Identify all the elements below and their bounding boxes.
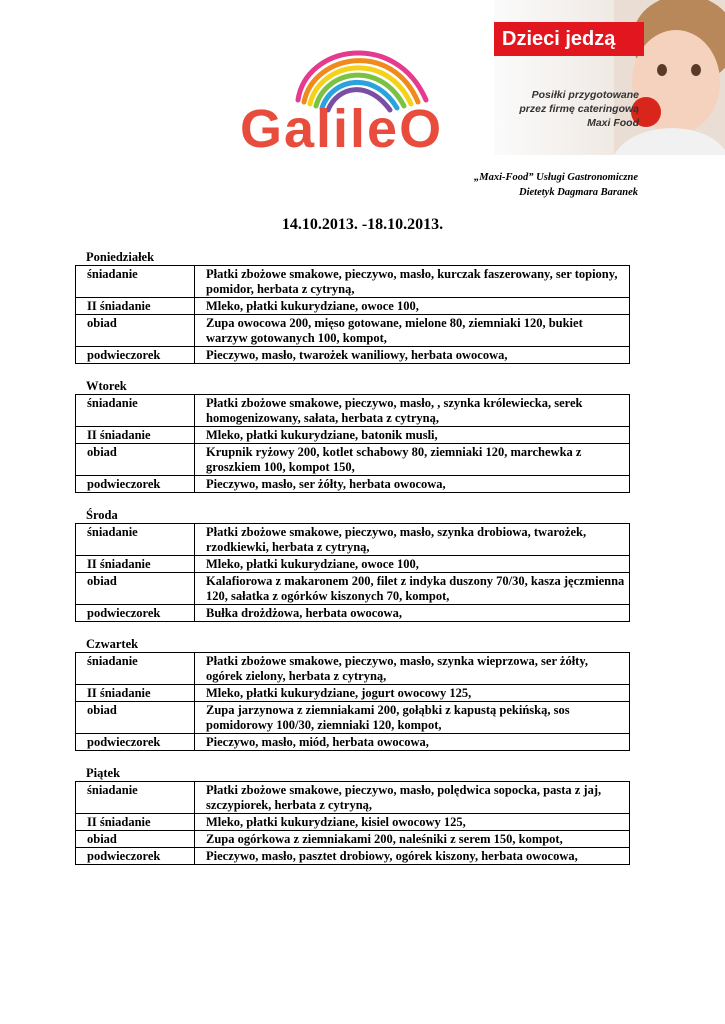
galileo-logo	[236, 30, 476, 155]
day-name: Wtorek	[86, 379, 127, 393]
meal-content: Zupa ogórkowa z ziemniakami 200, naleśniki z serem 150, kompot,	[195, 831, 630, 848]
dzieci-jedza-banner	[494, 0, 725, 155]
meal-content: Mleko, płatki kukurydziane, jogurt owocowy 125,	[195, 685, 630, 702]
rainbow-logo-icon	[236, 30, 476, 155]
table-row	[76, 831, 630, 848]
meal-name: śniadanie	[76, 266, 195, 298]
day-block-thursday	[75, 637, 630, 751]
meal-content: Płatki zbożowe smakowe, pieczywo, masło, kurczak faszerowany, ser topiony, pomidor, herbata z cytryną,	[195, 266, 630, 298]
meal-name: śniadanie	[76, 653, 195, 685]
day-block-wednesday	[75, 508, 630, 622]
table-row	[76, 734, 630, 751]
meal-content: Pieczywo, masło, pasztet drobiowy, ogórek kiszony, herbata owocowa,	[195, 848, 630, 865]
day-block-tuesday	[75, 379, 630, 493]
meal-content: Zupa jarzynowa z ziemniakami 200, gołąbki z kapustą pekińską, sos pomidorowy 100/30, ziemniaki 120, kompot,	[195, 702, 630, 734]
week-range-title: 14.10.2013. -18.10.2013.	[281, 216, 444, 233]
meal-content: Pieczywo, masło, twarożek waniliowy, herbata owocowa,	[195, 347, 630, 364]
meal-name: podwieczorek	[76, 848, 195, 865]
table-row	[76, 266, 630, 298]
meal-name: śniadanie	[76, 395, 195, 427]
meal-content: Mleko, płatki kukurydziane, batonik musli,	[195, 427, 630, 444]
meal-content: Płatki zbożowe smakowe, pieczywo, masło, szynka wieprzowa, ser żółty, ogórek zielony, herbata z cytryną,	[195, 653, 630, 685]
meal-name: śniadanie	[76, 782, 195, 814]
day-name: Środa	[86, 508, 118, 522]
company-name: „Maxi-Food” Usługi Gastronomiczne	[474, 172, 638, 183]
table-row	[76, 476, 630, 493]
banner-caption-line: przez firmę cateringową	[519, 103, 639, 115]
table-row	[76, 685, 630, 702]
logo-wordmark: GalileO	[240, 99, 444, 155]
meal-name: II śniadanie	[76, 556, 195, 573]
table-row	[76, 298, 630, 315]
meal-content: Pieczywo, masło, ser żółty, herbata owocowa,	[195, 476, 630, 493]
meal-content: Bułka drożdżowa, herbata owocowa,	[195, 605, 630, 622]
table-row	[76, 605, 630, 622]
meal-name: podwieczorek	[76, 734, 195, 751]
meal-name: II śniadanie	[76, 427, 195, 444]
meal-content: Płatki zbożowe smakowe, pieczywo, masło, polędwica sopocka, pasta z jaj, szczypiorek, herbata z cytryną,	[195, 782, 630, 814]
banner-title: Dzieci jedzą	[494, 22, 644, 56]
table-row	[76, 556, 630, 573]
table-row	[76, 702, 630, 734]
meal-content: Kalafiorowa z makaronem 200, filet z indyka duszony 70/30, kasza jęczmienna 120, sałatka z ogórków kiszonych 70, kompot,	[195, 573, 630, 605]
meal-content: Mleko, płatki kukurydziane, owoce 100,	[195, 298, 630, 315]
meal-name: obiad	[76, 573, 195, 605]
table-row	[76, 315, 630, 347]
meal-name: śniadanie	[76, 524, 195, 556]
meal-name: II śniadanie	[76, 814, 195, 831]
meal-content: Krupnik ryżowy 200, kotlet schabowy 80, ziemniaki 120, marchewka z groszkiem 100, kompot 150,	[195, 444, 630, 476]
meal-name: podwieczorek	[76, 347, 195, 364]
table-row	[76, 653, 630, 685]
day-name: Piątek	[86, 766, 121, 780]
day-name: Czwartek	[86, 637, 139, 651]
menu-table	[75, 523, 630, 622]
banner-caption-line: Maxi Food	[587, 117, 639, 129]
table-row	[76, 782, 630, 814]
menu-table	[75, 781, 630, 865]
meal-name: podwieczorek	[76, 476, 195, 493]
table-row	[76, 814, 630, 831]
meal-content: Mleko, płatki kukurydziane, kisiel owocowy 125,	[195, 814, 630, 831]
table-row	[76, 573, 630, 605]
table-row	[76, 427, 630, 444]
meal-name: obiad	[76, 444, 195, 476]
table-row	[76, 524, 630, 556]
meal-name: obiad	[76, 831, 195, 848]
day-block-monday	[75, 250, 630, 364]
table-row	[76, 395, 630, 427]
meal-name: obiad	[76, 702, 195, 734]
meal-content: Płatki zbożowe smakowe, pieczywo, masło, szynka drobiowa, twarożek, rzodkiewki, herbata z cytryną,	[195, 524, 630, 556]
table-row	[76, 848, 630, 865]
meal-name: obiad	[76, 315, 195, 347]
menu-table	[75, 652, 630, 751]
dietitian-name: Dietetyk Dagmara Baranek	[519, 187, 638, 198]
banner-caption-line: Posiłki przygotowane	[531, 89, 639, 101]
company-info	[474, 170, 638, 200]
meal-name: II śniadanie	[76, 685, 195, 702]
day-block-friday	[75, 766, 630, 865]
meal-content: Płatki zbożowe smakowe, pieczywo, masło, , szynka królewiecka, serek homogenizowany, sałata, herbata z cytryną,	[195, 395, 630, 427]
day-name: Poniedziałek	[86, 250, 155, 264]
meal-content: Pieczywo, masło, miód, herbata owocowa,	[195, 734, 630, 751]
menu-table	[75, 265, 630, 364]
menu-table	[75, 394, 630, 493]
table-row	[76, 444, 630, 476]
banner-caption	[494, 88, 639, 130]
meal-content: Mleko, płatki kukurydziane, owoce 100,	[195, 556, 630, 573]
meal-name: podwieczorek	[76, 605, 195, 622]
table-row	[76, 347, 630, 364]
meal-name: II śniadanie	[76, 298, 195, 315]
meal-content: Zupa owocowa 200, mięso gotowane, mielone 80, ziemniaki 120, bukiet warzyw gotowanych 100, kompot,	[195, 315, 630, 347]
